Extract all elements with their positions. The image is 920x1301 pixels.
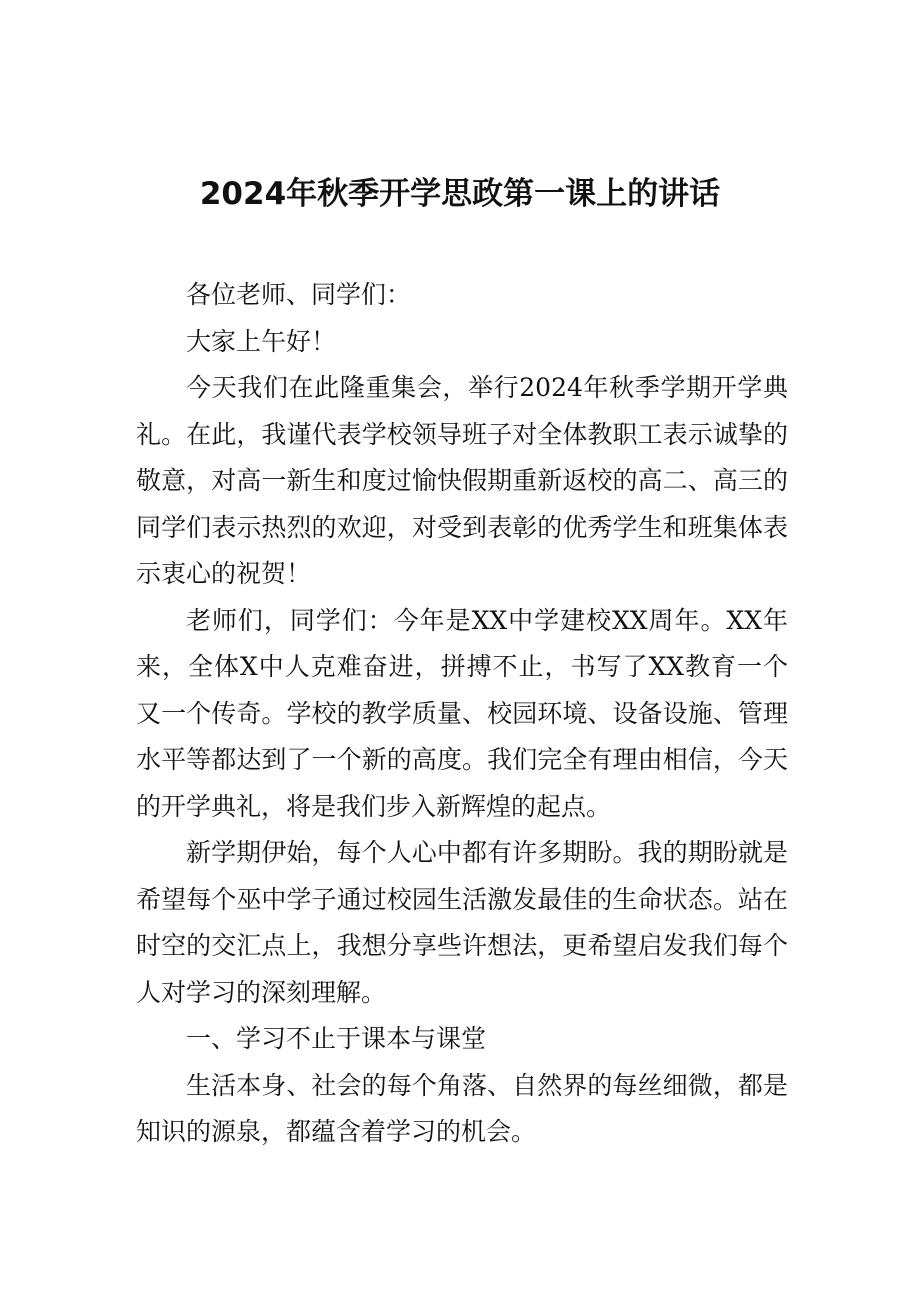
document-body bbox=[136, 272, 788, 1156]
paragraph-opening: 今天我们在此隆重集会，举行2024年秋季学期开学典礼。在此，我谨代表学校领导班子对全体教职工表示诚挚的敬意，对高一新生和度过愉快假期重新返校的高二、高三的同学们表示热烈的欢迎，对受到表彰的优秀学生和班集体表示衷心的祝贺！ bbox=[136, 373, 788, 588]
salutation: 各位老师、同学们： bbox=[186, 280, 412, 309]
section-heading: 一、学习不止于课本与课堂 bbox=[186, 1024, 487, 1053]
document-title: 2024年秋季开学思政第一课上的讲话 bbox=[199, 176, 721, 212]
paragraph-expectation: 新学期伊始，每个人心中都有许多期盼。我的期盼就是希望每个巫中学子通过校园生活激发最佳的生命状态。站在时空的交汇点上，我想分享些许想法，更希望启发我们每个人对学习的深刻理解。 bbox=[136, 838, 788, 1007]
section-paragraph: 生活本身、社会的每个角落、自然界的每丝细微，都是知识的源泉，都蕴含着学习的机会。 bbox=[136, 1070, 788, 1146]
greeting: 大家上午好！ bbox=[186, 326, 337, 356]
paragraph-anniversary: 老师们，同学们：今年是XX中学建校XX周年。XX年来，全体X中人克难奋进，拼搏不止，书写了XX教育一个又一个传奇。学校的教学质量、校园环境、设备设施、管理水平等都达到了一个新的高度。我们完全有理由相信，今天的开学典礼，将是我们步入新辉煌的起点。 bbox=[136, 605, 788, 821]
